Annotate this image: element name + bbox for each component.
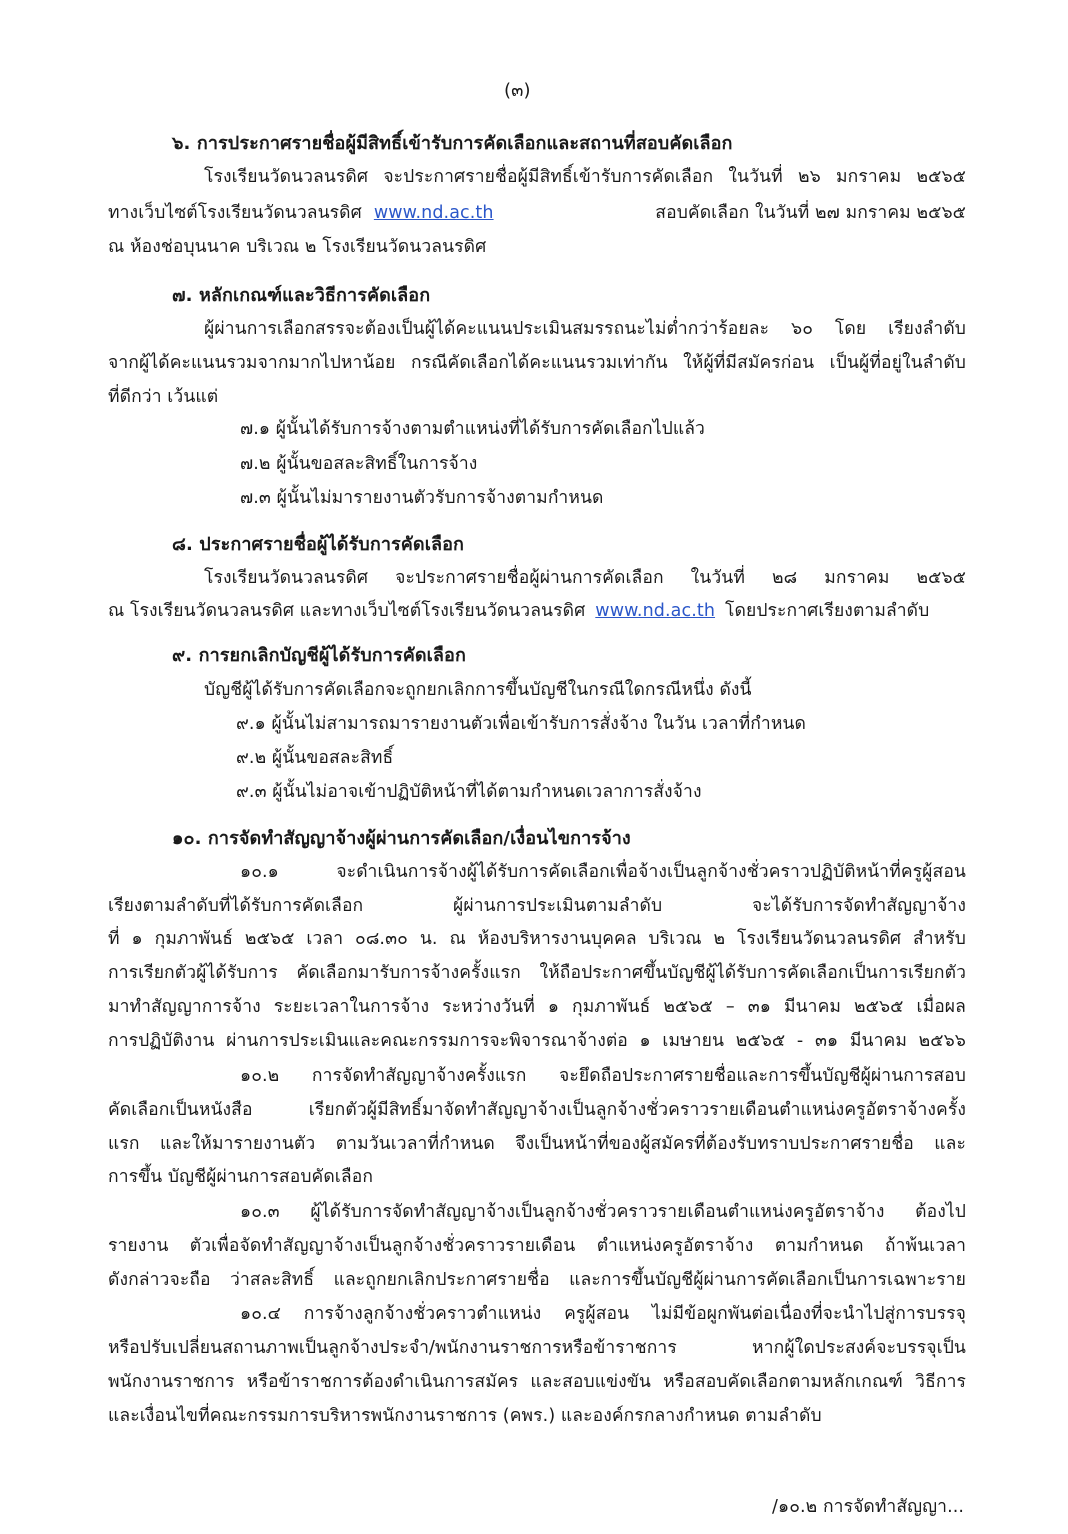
section-7-heading: ๗. หลักเกณฑ์และวิธีการคัดเลือก (172, 285, 431, 306)
section-8-line-2-text: ณ โรงเรียนวัดนวลนรดิศ และทางเว็บไซต์โรงเรียนวัดนวลนรดิศ (108, 601, 586, 621)
section-9-line-1: บัญชีผู้ได้รับการคัดเลือกจะถูกยกเลิกการขึ้นบัญชีในกรณีใดกรณีหนึ่ง ดังนี้ (204, 680, 752, 700)
section-9-heading: ๙. การยกเลิกบัญชีผู้ได้รับการคัดเลือก (172, 645, 466, 666)
section-8-line-2-tail: โดยประกาศเรียงตามลำดับ (725, 601, 930, 621)
section-7-line-2: จากผู้ได้คะแนนรวมจากมากไปหาน้อย กรณีคัดเลือกได้คะแนนรวมเท่ากัน ให้ผู้ที่มีสมัครก่อน เป็นผู้ที่อยู่ในลำดับ (108, 353, 966, 373)
clause-10-1-line-4: การเรียกตัวผู้ได้รับการ คัดเลือกมารับการจ้างครั้งแรก ให้ถือประกาศขึ้นบัญชีผู้ได้รับการคัดเลือกเป็นการเรียกตัว (108, 963, 966, 983)
clause-10-3-line-3: ดังกล่าวจะถือ ว่าสละสิทธิ์ และถูกยกเลิกประกาศรายชื่อ และการขึ้นบัญชีผู้ผ่านการคัดเลือกเป็นการเฉพาะราย (108, 1270, 966, 1290)
section-6-line-1: โรงเรียนวัดนวลนรดิศ จะประกาศรายชื่อผู้มีสิทธิ์เข้ารับการคัดเลือก ในวันที่ ๒๖ มกราคม ๒๕๖๕ (204, 167, 966, 187)
section-6-heading: ๖. การประกาศรายชื่อผู้มีสิทธิ์เข้ารับการคัดเลือกและสถานที่สอบคัดเลือก (172, 133, 733, 154)
section-9-item-3: ๙.๓ ผู้นั้นไม่อาจเข้าปฏิบัติหน้าที่ได้ตามกำหนดเวลาการสั่งจ้าง (236, 782, 702, 802)
clause-10-1-line-6: การปฏิบัติงาน ผ่านการประเมินและคณะกรรมการจะพิจารณาจ้างต่อ ๑ เมษายน ๒๕๖๕ - ๓๑ มีนาคม ๒๕๖๖ (108, 1031, 966, 1051)
section-7-item-3: ๗.๓ ผู้นั้นไม่มารายงานตัวรับการจ้างตามกำหนด (240, 488, 604, 508)
clause-10-2-line-4: การขึ้น บัญชีผู้ผ่านการสอบคัดเลือก (108, 1167, 374, 1187)
section-7-item-2: ๗.๒ ผู้นั้นขอสละสิทธิ์ในการจ้าง (240, 454, 478, 474)
school-website-link[interactable]: www.nd.ac.th (373, 203, 494, 223)
section-8-heading: ๘. ประกาศรายชื่อผู้ได้รับการคัดเลือก (172, 534, 465, 555)
section-9-item-1: ๙.๑ ผู้นั้นไม่สามารถมารายงานตัวเพื่อเข้ารับการสั่งจ้าง ในวัน เวลาที่กำหนด (236, 714, 806, 734)
clause-10-4-line-2: หรือปรับเปลี่ยนสถานภาพเป็นลูกจ้างประจำ/พนักงานราชการหรือข้าราชการ หากผู้ใดประสงค์จะบรรจุเป็น (108, 1338, 966, 1358)
clause-10-2-line-3: แรก และให้มารายงานตัว ตามวันเวลาที่กำหนด จึงเป็นหน้าที่ของผู้สมัครที่ต้องรับทราบประกาศรายชื่อ และ (108, 1134, 966, 1154)
section-7-line-1: ผู้ผ่านการเลือกสรรจะต้องเป็นผู้ได้คะแนนประเมินสมรรถนะไม่ต่ำกว่าร้อยละ ๖๐ โดย เรียงลำดับ (204, 319, 966, 339)
section-6-line-2-text: ทางเว็บไซต์โรงเรียนวัดนวลนรดิศ (108, 203, 362, 223)
footer-continuation: /๑๐.๒ การจัดทำสัญญา... (772, 1497, 965, 1517)
section-7-item-1: ๗.๑ ผู้นั้นได้รับการจ้างตามตำแหน่งที่ได้รับการคัดเลือกไปแล้ว (240, 419, 705, 439)
clause-10-2-line-2: คัดเลือกเป็นหนังสือ เรียกตัวผู้มีสิทธิ์มาจัดทำสัญญาจ้างเป็นลูกจ้างชั่วคราวรายเดือนตำแหน่งครูอัตราจ้างครั้ง (108, 1100, 966, 1120)
clause-10-1-line-2: เรียงตามลำดับที่ได้รับการคัดเลือก ผู้ผ่านการประเมินตามลำดับ จะได้รับการจัดทำสัญญาจ้าง (108, 896, 966, 916)
clause-10-3-line-2: รายงาน ตัวเพื่อจัดทำสัญญาจ้างเป็นลูกจ้างชั่วคราวรายเดือน ตำแหน่งครูอัตราจ้าง ตามกำหนด ถ้าพ้นเวลา (108, 1236, 966, 1256)
section-8-line-1: โรงเรียนวัดนวลนรดิศ จะประกาศรายชื่อผู้ผ่านการคัดเลือก ในวันที่ ๒๘ มกราคม ๒๕๖๕ (204, 568, 966, 588)
section-6-line-2-tail: สอบคัดเลือก ในวันที่ ๒๗ มกราคม ๒๕๖๕ (655, 203, 966, 223)
section-9-item-2: ๙.๒ ผู้นั้นขอสละสิทธิ์ (236, 748, 394, 768)
section-7-line-3: ที่ดีกว่า เว้นแต่ (108, 387, 219, 407)
clause-10-1-line-3: ที่ ๑ กุมภาพันธ์ ๒๕๖๕ เวลา ๐๘.๓๐ น. ณ ห้องบริหารงานบุคคล บริเวณ ๒ โรงเรียนวัดนวลนรดิศ สำหรับ (108, 929, 966, 949)
section-10-heading: ๑๐. การจัดทำสัญญาจ้างผู้ผ่านการคัดเลือก/เงื่อนไขการจ้าง (172, 828, 631, 849)
clause-10-4-line-1: ๑๐.๔ การจ้างลูกจ้างชั่วคราวตำแหน่ง ครูผู้สอน ไม่มีข้อผูกพันต่อเนื่องที่จะนำไปสู่การบรรจุ (240, 1304, 966, 1324)
school-website-link-2[interactable]: www.nd.ac.th (595, 601, 716, 621)
section-6-line-3: ณ ห้องช่อบุนนาค บริเวณ ๒ โรงเรียนวัดนวลนรดิศ (108, 237, 487, 257)
section-8-line-2 (108, 598, 929, 624)
clause-10-4-line-4: และเงื่อนไขที่คณะกรรมการบริหารพนักงานราชการ (คพร.) และองค์กรกลางกำหนด ตามลำดับ (108, 1406, 822, 1426)
clause-10-4-line-3: พนักงานราชการ หรือข้าราชการต้องดำเนินการสมัคร และสอบแข่งขัน หรือสอบคัดเลือกตามหลักเกณฑ์ วิธีการ (108, 1372, 966, 1392)
clause-10-3-line-1: ๑๐.๓ ผู้ได้รับการจัดทำสัญญาจ้างเป็นลูกจ้างชั่วคราวรายเดือนตำแหน่งครูอัตราจ้าง ต้องไป (240, 1202, 966, 1222)
clause-10-2-line-1: ๑๐.๒ การจัดทำสัญญาจ้างครั้งแรก จะยึดถือประกาศรายชื่อและการขึ้นบัญชีผู้ผ่านการสอบ (240, 1066, 966, 1086)
clause-10-1-line-5: มาทำสัญญาการจ้าง ระยะเวลาในการจ้าง ระหว่างวันที่ ๑ กุมภาพันธ์ ๒๕๖๕ – ๓๑ มีนาคม ๒๕๖๕ เมื่อผล (108, 997, 966, 1017)
clause-10-1-line-1: ๑๐.๑ จะดำเนินการจ้างผู้ได้รับการคัดเลือกเพื่อจ้างเป็นลูกจ้างชั่วคราวปฏิบัติหน้าที่ครูผู้สอน (240, 862, 966, 882)
page-number: (๓) (504, 80, 531, 101)
section-6-line-2 (108, 200, 966, 226)
